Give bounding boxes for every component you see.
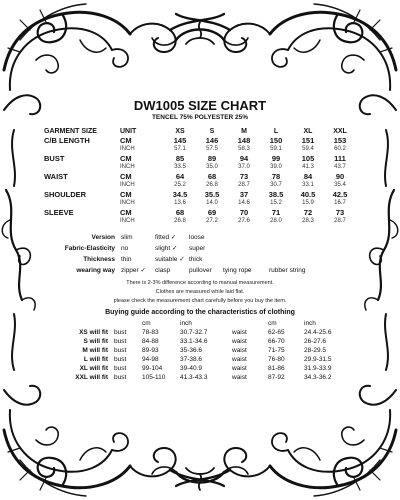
- measurement-row: [44, 208, 356, 217]
- property-label: Thickness: [83, 256, 115, 263]
- value-cm: 72: [303, 208, 313, 217]
- value-inch: 33.5: [174, 164, 186, 170]
- guide-bust-cm: 105-110: [142, 374, 166, 381]
- value-inch: 57.5: [206, 146, 218, 152]
- guide-row: [44, 346, 356, 355]
- property-option: [189, 265, 223, 276]
- value-inch: 28.0: [270, 218, 282, 224]
- guide-fit: XXL will fit: [75, 374, 108, 381]
- property-option: [121, 232, 155, 243]
- guide-waist-label: waist: [232, 347, 247, 354]
- value-cm: 38.5: [268, 190, 284, 199]
- value-inch: 14.6: [238, 200, 250, 206]
- size-header-cell: L: [273, 128, 279, 135]
- option-text: slim: [121, 234, 133, 241]
- size-header-cell: XL: [303, 128, 313, 135]
- guide-bust-label: bust: [114, 374, 127, 381]
- value-inch: 30.7: [270, 182, 282, 188]
- spacer-cell: [44, 199, 120, 208]
- value-cm: 35.5: [204, 190, 220, 199]
- option-text: tying rope: [223, 267, 252, 274]
- guide-waist-label: waist: [232, 365, 247, 372]
- guide-fit: M will fit: [82, 347, 108, 354]
- value-cm: 73: [335, 208, 345, 217]
- measurement-row: [44, 172, 356, 181]
- garment-properties: [44, 232, 356, 276]
- value-inch: 59.4: [302, 146, 314, 152]
- guide-fit: XL will fit: [79, 365, 108, 372]
- property-label: Version: [91, 234, 115, 241]
- guide-header-row: [44, 319, 356, 328]
- option-text: no: [121, 245, 129, 252]
- guide-waist-cm: 62-65: [268, 329, 285, 336]
- guide-bust-inch: 41.3-43.3: [180, 374, 208, 381]
- guide-fit: S will fit: [83, 338, 108, 345]
- size-chart-panel: [44, 98, 356, 382]
- value-inch: 26.8: [174, 218, 186, 224]
- guide-waist-cm: 81-86: [268, 365, 285, 372]
- guide-waist-inch: 31.9-33.9: [304, 365, 332, 372]
- measurement-label: C/B LENGTH: [44, 136, 90, 145]
- unit-inch: INCH: [120, 200, 135, 206]
- material-label: TENCEL 75% POLYESTER 25%: [151, 114, 249, 121]
- value-cm: 71: [271, 208, 281, 217]
- value-inch: 15.2: [270, 200, 282, 206]
- option-text: super: [189, 245, 206, 252]
- value-inch: 35.0: [206, 164, 218, 170]
- check-icon: ✓: [170, 245, 178, 252]
- guide-bust-cm: 78-83: [142, 329, 159, 336]
- property-option: [155, 265, 189, 276]
- spacer-cell: [44, 163, 120, 172]
- guide-bust-inch: 33.1-34.6: [180, 338, 208, 345]
- value-cm: 94: [239, 154, 249, 163]
- value-cm: 34.5: [172, 190, 188, 199]
- value-inch: 43.7: [334, 164, 346, 170]
- guide-row: [44, 364, 356, 373]
- value-inch: 33.1: [302, 182, 314, 188]
- option-text: suitable: [155, 256, 178, 263]
- value-inch: 25.2: [174, 182, 186, 188]
- guide-waist-cm: 71-75: [268, 347, 285, 354]
- guide-bust-label: bust: [114, 338, 127, 345]
- value-cm: 111: [334, 154, 346, 163]
- option-text: pullover: [189, 267, 212, 274]
- size-header-cell: UNIT: [120, 128, 137, 135]
- value-inch: 28.3: [302, 218, 314, 224]
- guide-bust-label: bust: [114, 365, 127, 372]
- option-text: fitted: [155, 234, 170, 241]
- option-text: slight: [155, 245, 171, 252]
- guide-bust-label: bust: [114, 356, 127, 363]
- guide-waist-cm: 76-80: [268, 356, 285, 363]
- measurement-inch-row: [44, 217, 356, 226]
- guide-header-inch: inch: [304, 320, 316, 327]
- guide-waist-label: waist: [232, 374, 247, 381]
- value-inch: 39.0: [270, 164, 282, 170]
- unit-inch: INCH: [120, 182, 135, 188]
- property-label: wearing way: [76, 267, 115, 274]
- value-cm: 68: [207, 172, 217, 181]
- guide-bust-cm: 94-98: [142, 356, 159, 363]
- property-label: Fabric-Elasticity: [64, 245, 115, 252]
- value-cm: 70: [239, 208, 249, 217]
- measurement-row: [44, 154, 356, 163]
- value-inch: 41.3: [302, 164, 314, 170]
- option-text: zipper: [121, 267, 139, 274]
- value-inch: 27.6: [238, 218, 250, 224]
- spacer-cell: [44, 217, 120, 226]
- option-text: clasp: [155, 267, 171, 274]
- property-option: [223, 265, 269, 276]
- value-cm: 145: [173, 136, 187, 145]
- measurement-inch-row: [44, 145, 356, 154]
- check-icon: ✓: [138, 267, 146, 274]
- value-cm: 85: [175, 154, 185, 163]
- value-inch: 27.2: [206, 218, 218, 224]
- measurement-label: SHOULDER: [44, 190, 87, 199]
- check-icon: ✓: [177, 256, 185, 263]
- property-option: [189, 243, 223, 254]
- option-text: rubber string: [269, 267, 306, 274]
- guide-waist-inch: 34.3-36.2: [304, 374, 332, 381]
- size-header-cell: M: [241, 128, 247, 135]
- size-header-row: [44, 127, 356, 136]
- size-header-cell: XXL: [333, 128, 347, 135]
- property-option: [155, 232, 189, 243]
- value-cm: 146: [205, 136, 219, 145]
- measurement-notes: [44, 279, 356, 306]
- guide-bust-inch: 39-40.9: [180, 365, 203, 372]
- value-cm: 42.5: [332, 190, 348, 199]
- value-cm: 84: [303, 172, 313, 181]
- guide-bust-cm: 89-93: [142, 347, 159, 354]
- guide-row: [44, 373, 356, 382]
- note-line: Clothes are measured while laid flat.: [155, 289, 245, 295]
- measurement-label: SLEEVE: [44, 208, 74, 217]
- size-header-cell: GARMENT SIZE: [44, 128, 97, 135]
- spacer-cell: [44, 181, 120, 190]
- guide-bust-inch: 37-38.6: [180, 356, 203, 363]
- value-cm: 153: [333, 136, 347, 145]
- value-cm: 73: [239, 172, 249, 181]
- note-line: please check the measurement chart carefully before you buy the item.: [113, 298, 287, 304]
- value-inch: 35.4: [334, 182, 346, 188]
- guide-waist-inch: 28-29.5: [304, 347, 327, 354]
- unit-inch: INCH: [120, 164, 135, 170]
- measurement-inch-row: [44, 181, 356, 190]
- size-header-cell: S: [209, 128, 215, 135]
- value-cm: 78: [271, 172, 281, 181]
- guide-waist-label: waist: [232, 329, 247, 336]
- value-inch: 28.7: [238, 182, 250, 188]
- size-header-cell: XS: [175, 128, 185, 135]
- measurement-label: BUST: [44, 154, 65, 163]
- guide-fit: L will fit: [83, 356, 108, 363]
- guide-waist-inch: 26-27.6: [304, 338, 327, 345]
- chart-title: DW1005 SIZE CHART: [133, 98, 267, 113]
- guide-header-cm: cm: [142, 320, 151, 327]
- property-row: [44, 232, 356, 243]
- guide-bust-cm: 99-104: [142, 365, 163, 372]
- unit-cm: CM: [120, 172, 132, 181]
- property-option: [121, 243, 155, 254]
- value-inch: 59.1: [270, 146, 282, 152]
- note-line: There is 2-3% difference according to manual measurement.: [126, 280, 274, 286]
- value-cm: 99: [271, 154, 281, 163]
- buying-guide-table: [44, 319, 356, 382]
- property-option: [121, 254, 155, 265]
- property-row: [44, 243, 356, 254]
- option-text: thick: [189, 256, 203, 263]
- value-inch: 26.8: [206, 182, 218, 188]
- property-option: [189, 232, 223, 243]
- value-inch: 13.6: [174, 200, 186, 206]
- value-inch: 28.7: [334, 218, 346, 224]
- measurement-label: WAIST: [44, 172, 68, 181]
- unit-cm: CM: [120, 136, 132, 145]
- property-option: [269, 265, 329, 276]
- value-inch: 16.7: [334, 200, 346, 206]
- unit-cm: CM: [120, 154, 132, 163]
- unit-cm: CM: [120, 190, 132, 199]
- value-cm: 90: [335, 172, 345, 181]
- property-row: [44, 254, 356, 265]
- guide-row: [44, 328, 356, 337]
- value-cm: 68: [175, 208, 185, 217]
- property-option: [155, 243, 189, 254]
- buying-guide-title: Buying guide according to the characteristics of clothing: [105, 309, 295, 316]
- guide-header-inch: inch: [180, 320, 192, 327]
- value-inch: 37.0: [238, 164, 250, 170]
- option-text: loose: [189, 234, 205, 241]
- guide-row: [44, 355, 356, 364]
- value-cm: 37: [239, 190, 249, 199]
- guide-bust-label: bust: [114, 329, 127, 336]
- value-inch: 15.9: [302, 200, 314, 206]
- value-cm: 64: [175, 172, 185, 181]
- value-cm: 40.5: [300, 190, 316, 199]
- guide-waist-label: waist: [232, 356, 247, 363]
- guide-waist-cm: 87-92: [268, 374, 285, 381]
- measurement-row: [44, 136, 356, 145]
- guide-fit: XS will fit: [79, 329, 108, 336]
- check-icon: ✓: [169, 234, 177, 241]
- spacer-cell: [44, 145, 120, 154]
- property-option: [189, 254, 223, 265]
- guide-bust-cm: 84-88: [142, 338, 159, 345]
- unit-inch: INCH: [120, 146, 135, 152]
- value-inch: 60.2: [334, 146, 346, 152]
- value-inch: 58.3: [238, 146, 250, 152]
- measurement-inch-row: [44, 199, 356, 208]
- measurement-inch-row: [44, 163, 356, 172]
- measurement-row: [44, 190, 356, 199]
- guide-waist-cm: 66-70: [268, 338, 285, 345]
- unit-inch: INCH: [120, 218, 135, 224]
- value-inch: 57.1: [174, 146, 186, 152]
- guide-waist-inch: 24.4-25.6: [304, 329, 332, 336]
- property-row: [44, 265, 356, 276]
- value-cm: 89: [207, 154, 217, 163]
- value-inch: 14.0: [206, 200, 218, 206]
- option-text: thin: [121, 256, 132, 263]
- size-table: [44, 127, 356, 226]
- value-cm: 151: [301, 136, 315, 145]
- property-option: [155, 254, 189, 265]
- guide-bust-inch: 35-36.6: [180, 347, 203, 354]
- value-cm: 69: [207, 208, 217, 217]
- guide-waist-inch: 29.9-31.5: [304, 356, 332, 363]
- unit-cm: CM: [120, 208, 132, 217]
- value-cm: 105: [301, 154, 315, 163]
- guide-row: [44, 337, 356, 346]
- guide-header-cm: cm: [268, 320, 277, 327]
- property-option: [121, 265, 155, 276]
- guide-bust-inch: 30.7-32.7: [180, 329, 208, 336]
- value-cm: 148: [237, 136, 251, 145]
- guide-waist-label: waist: [232, 338, 247, 345]
- guide-bust-label: bust: [114, 347, 127, 354]
- value-cm: 150: [269, 136, 283, 145]
